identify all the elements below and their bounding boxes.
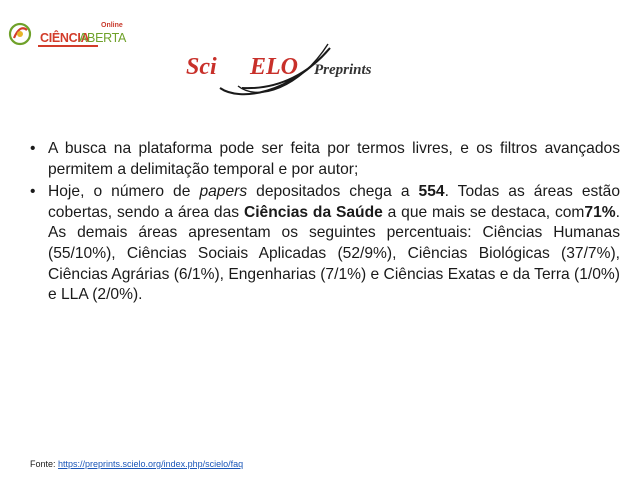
bullet-text-segment: 554: [418, 183, 445, 201]
bullet-text: A busca na plataforma pode ser feita por termos livres, e os filtros avançados permitem a delimitação temporal e por autor;: [48, 140, 620, 178]
scielo-elo-text: ELO: [250, 54, 298, 80]
ca-word-ciencia: CIÊNCIA: [40, 31, 90, 45]
ciencia-aberta-logo: [8, 10, 126, 54]
bullet-text-segment: Ciências da Saúde: [243, 203, 383, 221]
ca-word-aberta: ABERTA: [79, 31, 127, 45]
scielo-sci-text: Sci: [186, 54, 217, 80]
bullet-dot-icon: •: [30, 140, 36, 157]
bullet-text-segment: a que mais se destaca, com: [382, 203, 585, 221]
bullet-text-segment: papers: [199, 183, 248, 201]
source-label: Fonte:: [30, 459, 59, 469]
bullet-dot-icon: •: [30, 183, 36, 201]
ca-online-label: Online: [101, 22, 123, 29]
bullet-item: [30, 139, 620, 180]
scielo-preprints-text: Preprints: [314, 62, 372, 78]
bullet-rich-text: [48, 183, 620, 303]
scielo-preprints-logo: [180, 32, 410, 102]
bullet-text-segment: Hoje, o número de: [48, 183, 200, 201]
bullet-text-segment: depositados chega a: [247, 183, 419, 201]
bullet-text-segment: 71%: [584, 203, 616, 221]
bullet-text-segment: . Todas as áreas estão cobertas, sendo a área das: [48, 183, 620, 221]
slide-body: [30, 139, 620, 308]
bullet-item: [30, 182, 620, 306]
bullet-text-segment: . As demais áreas apresentam os seguintes percentuais: Ciências Humanas (55/10%), Ciências Sociais Aplicadas (52/9%), Ciências Biológicas (37/7%), Ciências Agrárias (6/1%), Engenharias (7/1%) e Ciências Exatas e da Terra (1/0%) e LLA (2/0%).: [48, 203, 620, 304]
source-link[interactable]: https://preprints.scielo.org/index.php/scielo/faq: [58, 459, 244, 469]
source-line: [30, 459, 243, 469]
